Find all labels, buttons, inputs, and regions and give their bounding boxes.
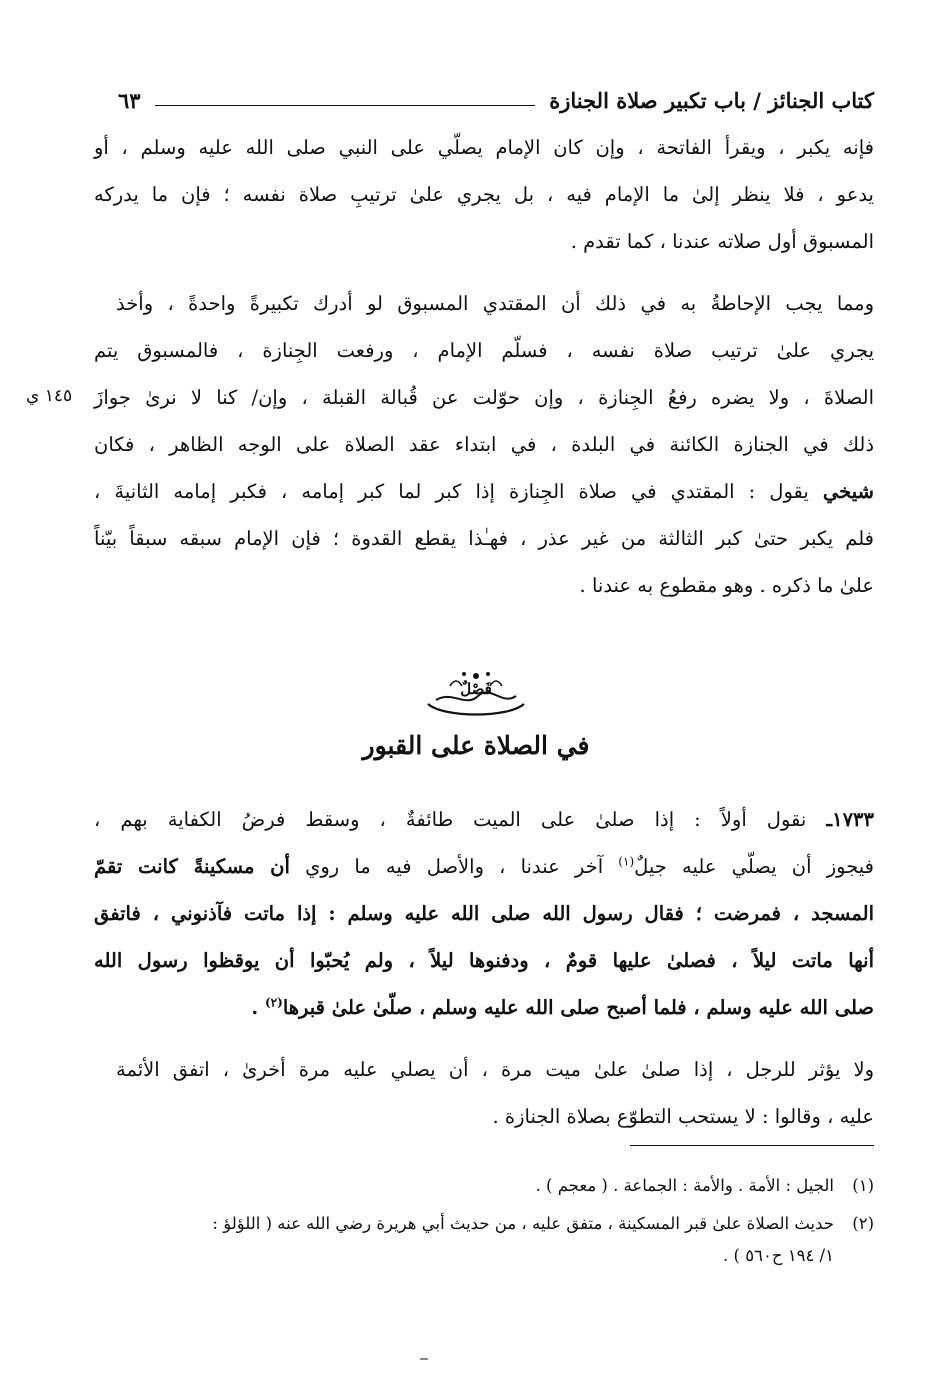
para3-text: آخر عندنا ، والأصل فيه ما روي: [289, 855, 619, 878]
para2-text: يقول : المقتدي في صلاة الجِنازة إذا كبر لما كبر إمامه ، فكبر إمامه الثانيةَ ،: [94, 480, 823, 503]
para1-line: المسبوق أول صلاته عندنا ، كما تقدم .: [570, 230, 874, 253]
para2-line: ومما يجب الإحاطةُ به في ذلك أن المقتدي المسبوق لو أدرك تكبيرةً واحدةً ، وأخذ: [116, 292, 874, 315]
footnote-rule: [630, 1145, 874, 1146]
para3-text: فيجوز أن يصلّي عليه جيلٌ: [634, 855, 874, 878]
footnote-ref[interactable]: (١): [618, 854, 635, 869]
para2-line: ذلك في الجنازة الكائنة في البلدة ، في ابتداء عقد الصلاة على الوجه الظاهر ، فكان: [94, 433, 874, 456]
para2-line: فلم يكبر حتىٰ كبر الثالثة من غير عذر ، فهـٰذا يقطع القدوة ؛ فإن الإمام سبقه سبقاً بيّناً: [94, 527, 874, 550]
page-number: ٦٣: [118, 87, 141, 113]
para2-line: يجري علىٰ ترتيب صلاة نفسه ، فسلّم الإمام ، ورفعت الجِنازة ، فالمسبوق يتم: [94, 339, 874, 362]
para1-line: يدعو ، فلا ينظر إلىٰ ما الإمام فيه ، بل يجري علىٰ ترتيبِ صلاة نفسه ؛ فإن ما يدركه: [94, 183, 874, 206]
para3-text: نقول أولاً : إذا صلىٰ على الميت طائفةٌ ، وسقط فرضُ الكفاية بهم ،: [94, 808, 827, 831]
print-speck: [420, 1358, 428, 1360]
header-rule: [155, 105, 536, 106]
hadith-text: أن مسكينةً كانت تقمّ: [94, 855, 290, 878]
para4-line: عليه ، وقالوا : لا يستحب التطوّع بصلاة الجنازة .: [492, 1105, 874, 1128]
hadith-text: صلى الله عليه وسلم ، فلما أصبح صلى الله عليه وسلم ، صلّىٰ علىٰ قبرها: [282, 996, 874, 1019]
footnote-text: الجيل : الأمة . والأمة : الجماعة . ( معجم ) .: [535, 1176, 834, 1195]
hadith-line: أنها ماتت ليلاً ، فصلىٰ عليها قومٌ ، ودفنوها ليلاً ، ولم يُحبّوا أن يوقظوا رسول الله: [94, 949, 874, 972]
para2-line: علىٰ ما ذكره . وهو مقطوع به عندنا .: [579, 574, 874, 597]
para3-line: [94, 847, 874, 887]
running-header: [118, 80, 874, 120]
footnote-number: (٢): [852, 1214, 874, 1233]
footnote: [94, 1208, 874, 1240]
header-title: كتاب الجنائز / باب تكبير صلاة الجنازة: [549, 87, 874, 113]
footnote-text: حديث الصلاة علىٰ قبر المسكينة ، متفق عليه ، من حديث أبي هريرة رضي الله عنه ( اللؤلؤ :: [212, 1214, 834, 1233]
fasl-ornament: [416, 660, 536, 720]
footnote-number: (١): [852, 1176, 874, 1195]
para2-line: [94, 472, 874, 512]
para3-line: [94, 800, 874, 840]
footnote: [94, 1170, 874, 1202]
fasl-label: فَصْلٌ: [460, 680, 492, 698]
issue-number: ١٧٣٣ـ: [826, 808, 874, 831]
hadith-line: [94, 988, 874, 1028]
footnote-continuation: ١/ ١٩٤ ح٥٦٠ ) .: [723, 1246, 834, 1265]
hadith-line: المسجد ، فمرضت ؛ فقال رسول الله صلى الله عليه وسلم : إذا ماتت فآذنوني ، فاتفق: [94, 902, 874, 925]
footnote-ref[interactable]: (٢): [264, 995, 283, 1010]
para2-line: الصلاةَ ، ولا يضره رفعُ الجِنازة ، وإن حوّلت عن قُبالة القبلة ، وإن/ كنا لا نرىٰ جوازَ: [94, 386, 874, 409]
section-title: في الصلاة على القبور: [362, 731, 590, 760]
para4-line: ولا يؤثر للرجل ، إذا صلىٰ علىٰ ميت مرة ، أن يصلي عليه مرة أخرىٰ ، اتفق الأئمة: [116, 1058, 874, 1081]
para3-text: .: [251, 996, 265, 1019]
para1-line: فإنه يكبر ، ويقرأ الفاتحة ، وإن كان الإمام يصلّي على النبي صلى الله عليه وسلم ، أو: [94, 136, 874, 159]
margin-note: ١٤٥ ي: [26, 386, 73, 406]
sheikh-bold: شيخي: [822, 480, 874, 503]
